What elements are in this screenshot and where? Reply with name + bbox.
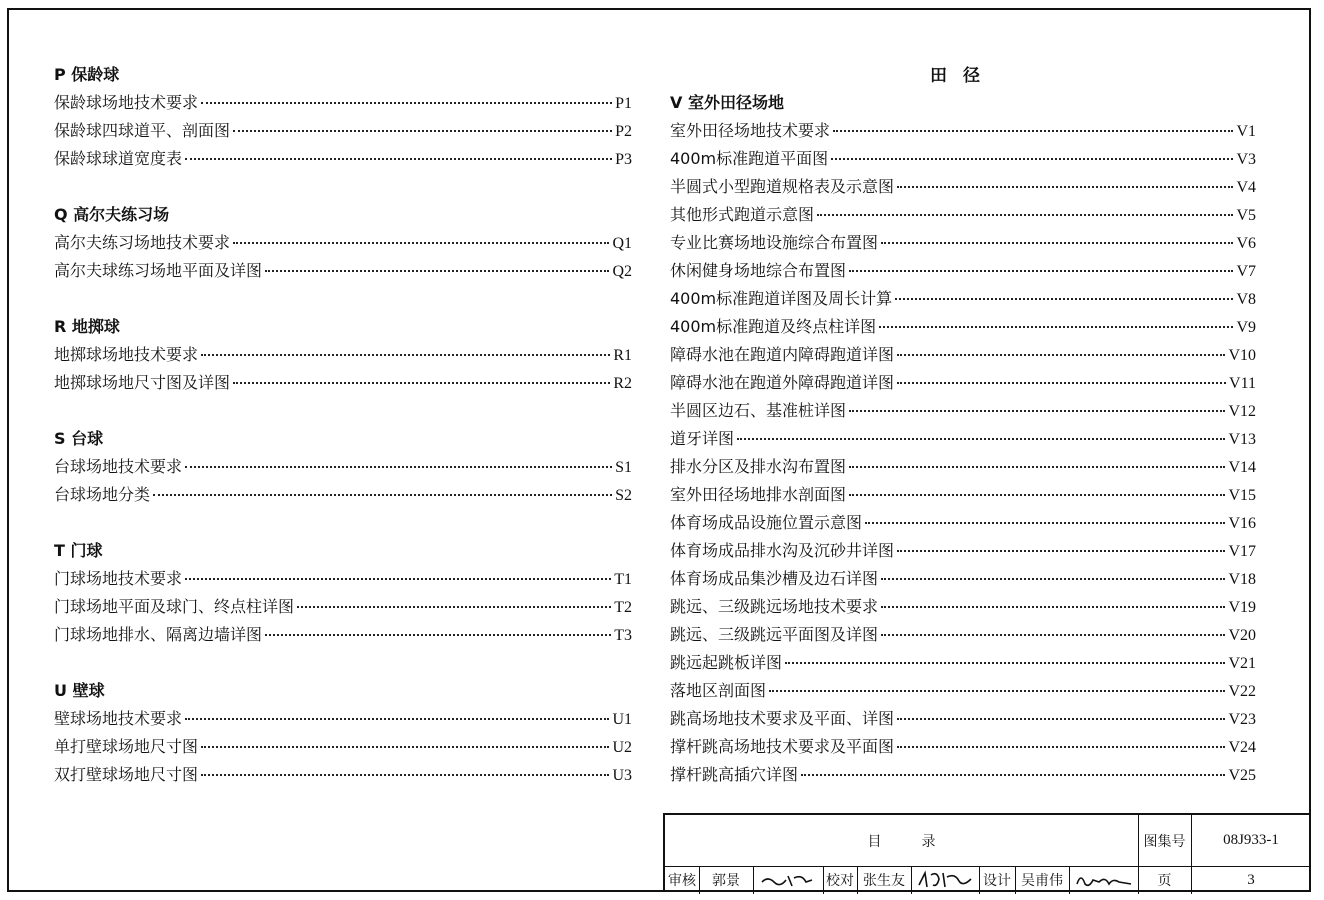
section-title: P 保龄球 [54,65,120,84]
toc-entry [670,313,1256,341]
toc-entry-title: 半圆区边石、基准桩详图 [670,401,847,420]
toc-section [54,313,632,397]
dot-leader [201,774,609,776]
toc-entry-title: 跳远起跳板详图 [670,653,783,672]
toc-entry-page: U1 [612,711,632,728]
dot-leader [185,718,609,720]
toc-entry-title: 地掷球场地尺寸图及详图 [54,373,231,392]
toc-entry-title: 休闲健身场地综合布置图 [670,261,847,280]
dot-leader [881,242,1233,244]
toc-entry [670,537,1256,565]
toc-entry-title: 门球场地技术要求 [54,569,183,588]
toc-entry [54,593,632,621]
section-title: V 室外田径场地 [670,93,784,112]
toc-entry-title: 体育场成品设施位置示意图 [670,513,863,532]
toc-entry [54,117,632,145]
toc-entry-page: V15 [1228,487,1256,504]
toc-entry-page: V22 [1228,683,1256,700]
dot-leader [297,606,611,608]
toc-entry-title: 体育场成品集沙槽及边石详图 [670,569,879,588]
toc-entry [670,425,1256,453]
dot-leader [849,494,1225,496]
toc-entry-title: 道牙详图 [670,429,735,448]
check-label: 校对 [826,873,854,889]
dot-leader [185,158,612,160]
toc-entry [670,621,1256,649]
toc-entry-title: 400m标准跑道平面图 [670,149,829,168]
section-title: Q 高尔夫练习场 [54,205,170,224]
page-number: 3 [1247,871,1255,888]
title-block [663,813,1311,892]
dot-leader [879,326,1233,328]
toc-entry-title: 地掷球场地技术要求 [54,345,199,364]
dot-leader [265,270,609,272]
dot-leader [897,550,1225,552]
toc-entry-title: 撑杆跳高场地技术要求及平面图 [670,737,895,756]
toc-entry-title: 保龄球球道宽度表 [54,149,183,168]
toc-entry-page: V6 [1236,235,1256,252]
toc-entry-page: T3 [614,627,632,644]
toc-entry-page: V14 [1228,459,1256,476]
toc-entry-title: 撑杆跳高插穴详图 [670,765,799,784]
toc-entry-page: V8 [1236,291,1256,308]
section-v [670,89,1256,789]
toc-entry-title: 专业比赛场地设施综合布置图 [670,233,879,252]
toc-entry-page: U3 [612,767,632,784]
toc-entry-page: S1 [615,459,632,476]
toc-entry-page: P1 [615,95,632,112]
toc-entry [670,117,1256,145]
dot-leader [831,158,1233,160]
toc-entry [54,257,632,285]
toc-entry-page: V3 [1236,151,1256,168]
toc-entry-title: 落地区剖面图 [670,681,767,700]
toc-entry [54,341,632,369]
atlas-number-label: 图集号 [1143,833,1186,850]
dot-leader [201,102,612,104]
toc-entry-title: 高尔夫球练习场地平面及详图 [54,261,263,280]
toc-entry-page: V1 [1236,123,1256,140]
dot-leader [865,522,1225,524]
toc-entry-title: 保龄球四球道平、剖面图 [54,121,231,140]
toc-entry-title: 门球场地平面及球门、终点柱详图 [54,597,295,616]
toc-entry-page: V16 [1228,515,1256,532]
toc-entry-page: Q2 [612,263,632,280]
toc-entry-page: T1 [614,571,632,588]
toc-entry-title: 双打壁球场地尺寸图 [54,765,199,784]
toc-entry-title: 其他形式跑道示意图 [670,205,815,224]
toc-entry-title: 400m标准跑道及终点柱详图 [670,317,877,336]
dot-leader [881,634,1225,636]
review-label: 审核 [668,873,696,889]
toc-entry-title: 障碍水池在跑道内障碍跑道详图 [670,345,895,364]
toc-entry-page: V13 [1228,431,1256,448]
toc-entry [670,453,1256,481]
toc-entry [670,481,1256,509]
toc-entry [54,89,632,117]
toc-entry-page: V11 [1229,375,1256,392]
dot-leader [737,438,1225,440]
toc-entry [54,761,632,789]
dot-leader [897,718,1225,720]
toc-entry-title: 室外田径场地技术要求 [670,121,831,140]
right-header: 田径 [930,66,996,86]
design-signature [1069,866,1138,894]
toc-section [54,61,632,173]
dot-leader [849,466,1225,468]
toc-entry [670,285,1256,313]
dot-leader [233,242,609,244]
dot-leader [849,410,1225,412]
toc-entry-page: Q1 [612,235,632,252]
toc-entry-page: V7 [1236,263,1256,280]
toc-entry-title: 跳高场地技术要求及平面、详图 [670,709,895,728]
toc-entry [670,705,1256,733]
dot-leader [201,746,609,748]
section-title: T 门球 [54,541,103,560]
toc-entry-title: 台球场地分类 [54,485,151,504]
toc-entry-title: 壁球场地技术要求 [54,709,183,728]
toc-entry-page: V4 [1236,179,1256,196]
toc-entry [54,733,632,761]
toc-entry-title: 体育场成品排水沟及沉砂井详图 [670,541,895,560]
toc-section [54,201,632,285]
toc-entry [54,229,632,257]
toc-entry-title: 单打壁球场地尺寸图 [54,737,199,756]
toc-entry-page: P3 [615,151,632,168]
dot-leader [849,270,1233,272]
dot-leader [785,662,1225,664]
dot-leader [801,774,1225,776]
toc-entry [670,761,1256,789]
section-title: U 壁球 [54,681,105,700]
toc-entry-page: V17 [1228,543,1256,560]
dot-leader [233,130,612,132]
dot-leader [895,298,1233,300]
toc-entry [670,229,1256,257]
dot-leader [881,606,1225,608]
toc-entry-page: V9 [1236,319,1256,336]
toc-entry-title: 室外田径场地排水剖面图 [670,485,847,504]
dot-leader [897,382,1226,384]
toc-entry-title: 门球场地排水、隔离边墙详图 [54,625,263,644]
dot-leader [265,634,611,636]
toc-entry-title: 台球场地技术要求 [54,457,183,476]
toc-entry [54,705,632,733]
section-title: R 地掷球 [54,317,120,336]
review-signature [753,866,823,894]
section-title: S 台球 [54,429,104,448]
toc-entry-page: V5 [1236,207,1256,224]
toc-entry [670,145,1256,173]
design-label: 设计 [983,873,1011,889]
toc-entry [670,173,1256,201]
toc-entry [54,145,632,173]
toc-entry [54,453,632,481]
toc-entry [670,733,1256,761]
dot-leader [201,354,610,356]
review-name: 郭景 [712,873,740,889]
dot-leader [185,578,611,580]
toc-entry [670,677,1256,705]
dot-leader [897,354,1225,356]
toc-entry-page: R1 [613,347,632,364]
toc-entry-title: 400m标准跑道详图及周长计算 [670,289,893,308]
toc-entry-page: V23 [1228,711,1256,728]
toc-entry-title: 保龄球场地技术要求 [54,93,199,112]
toc-entry [670,565,1256,593]
dot-leader [817,214,1233,216]
dot-leader [833,130,1233,132]
toc-entry-page: V19 [1228,599,1256,616]
toc-entry-page: V18 [1228,571,1256,588]
dot-leader [769,690,1225,692]
atlas-number: 08J933-1 [1223,832,1279,848]
toc-entry [670,593,1256,621]
toc-entry-page: T2 [614,599,632,616]
check-signature [911,866,979,894]
toc-entry-title: 跳远、三级跳远场地技术要求 [670,597,879,616]
toc-entry [54,565,632,593]
dot-leader [897,746,1225,748]
toc-section [54,425,632,509]
toc-entry-page: V21 [1228,655,1256,672]
design-name: 吴甫伟 [1021,873,1063,889]
toc-entry [54,481,632,509]
toc-entry [54,369,632,397]
toc-entry [670,509,1256,537]
toc-section [54,677,632,789]
toc-entry [670,341,1256,369]
toc-entry-title: 障碍水池在跑道外障碍跑道详图 [670,373,895,392]
toc-entry [54,621,632,649]
toc-entry-page: V24 [1228,739,1256,756]
dot-leader [881,578,1225,580]
toc-entry [670,369,1256,397]
toc-entry-page: V20 [1228,627,1256,644]
toc-entry-title: 跳远、三级跳远平面图及详图 [670,625,879,644]
catalog-title: 目录 [867,833,976,850]
toc-entry-title: 半圆式小型跑道规格表及示意图 [670,177,895,196]
toc-entry-page: V10 [1228,347,1256,364]
toc-entry-page: U2 [612,739,632,756]
toc-entry-page: S2 [615,487,632,504]
toc-entry-page: V25 [1228,767,1256,784]
dot-leader [233,382,610,384]
check-name: 张生友 [863,873,905,889]
toc-entry [670,201,1256,229]
page-label: 页 [1157,873,1172,889]
toc-entry-page: V12 [1228,403,1256,420]
dot-leader [153,494,612,496]
toc-entry [670,649,1256,677]
toc-section [54,537,632,649]
dot-leader [185,466,612,468]
dot-leader [897,186,1233,188]
toc-entry [670,397,1256,425]
toc-entry-title: 高尔夫练习场地技术要求 [54,233,231,252]
toc-entry-page: R2 [613,375,632,392]
toc-entry-title: 排水分区及排水沟布置图 [670,457,847,476]
toc-entry-page: P2 [615,123,632,140]
toc-entry [670,257,1256,285]
